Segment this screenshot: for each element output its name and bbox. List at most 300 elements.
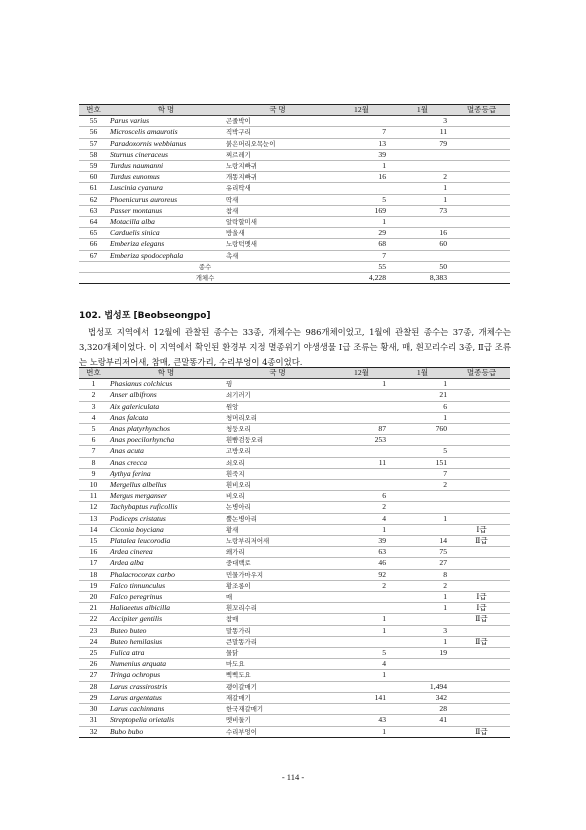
table-row [79, 670, 510, 681]
cell-january [392, 670, 453, 681]
table-row [79, 228, 510, 239]
cell-number: 63 [79, 205, 108, 216]
cell-december: 46 [331, 558, 392, 569]
cell-endangered-grade: Ⅱ급 [453, 636, 510, 647]
table-row [79, 127, 510, 138]
cell-endangered-grade [453, 580, 510, 591]
cell-january [392, 524, 453, 535]
table-row [79, 205, 510, 216]
cell-january [392, 502, 453, 513]
cell-january: 1,494 [392, 681, 453, 692]
cell-korean-name: 비오리 [224, 491, 331, 502]
cell-korean-name: 붉은머리오목눈이 [224, 138, 331, 149]
cell-korean-name: 쇠오리 [224, 457, 331, 468]
cell-number: 4 [79, 412, 108, 423]
summary-december: 4,228 [331, 273, 392, 284]
cell-december: 1 [331, 670, 392, 681]
cell-scientific-name: Phalacrocorax carbo [108, 569, 224, 580]
cell-endangered-grade [453, 547, 510, 558]
cell-january [392, 435, 453, 446]
cell-number: 2 [79, 390, 108, 401]
table-row [79, 614, 510, 625]
cell-scientific-name: Numenius arquata [108, 659, 224, 670]
cell-december [331, 704, 392, 715]
cell-number: 65 [79, 228, 108, 239]
cell-january: 1 [392, 379, 453, 390]
cell-korean-name: 노랑턱멧새 [224, 239, 331, 250]
page-number: - 114 - [281, 772, 305, 782]
cell-december: 4 [331, 659, 392, 670]
cell-january: 760 [392, 424, 453, 435]
cell-december: 5 [331, 194, 392, 205]
cell-number: 8 [79, 457, 108, 468]
cell-january: 14 [392, 536, 453, 547]
table-row [79, 558, 510, 569]
cell-korean-name: 삑삑도요 [224, 670, 331, 681]
cell-january: 6 [392, 401, 453, 412]
cell-december: 6 [331, 491, 392, 502]
cell-january [392, 217, 453, 228]
cell-endangered-grade [453, 239, 510, 250]
table-row [79, 659, 510, 670]
species-table-beobseongpo [79, 367, 510, 738]
cell-number: 24 [79, 636, 108, 647]
cell-number: 57 [79, 138, 108, 149]
table-row [79, 580, 510, 591]
cell-scientific-name: Phoenicurus auroreus [108, 194, 224, 205]
cell-endangered-grade [453, 205, 510, 216]
table-row [79, 194, 510, 205]
cell-number: 59 [79, 161, 108, 172]
section-title: 102. 법성포 [Beobseongpo] [79, 311, 211, 321]
cell-december: 2 [331, 580, 392, 591]
table-row [79, 592, 510, 603]
cell-endangered-grade [453, 648, 510, 659]
cell-korean-name: 황조롱이 [224, 580, 331, 591]
cell-endangered-grade [453, 424, 510, 435]
cell-endangered-grade [453, 513, 510, 524]
cell-scientific-name: Parus varius [108, 116, 224, 127]
cell-scientific-name: Larus cachinnans [108, 704, 224, 715]
cell-number: 11 [79, 491, 108, 502]
cell-number: 10 [79, 480, 108, 491]
cell-december: 63 [331, 547, 392, 558]
cell-endangered-grade [453, 194, 510, 205]
cell-number: 27 [79, 670, 108, 681]
cell-number: 23 [79, 625, 108, 636]
header-scientific-name: 학 명 [108, 105, 224, 116]
header-korean-name: 국 명 [224, 368, 331, 379]
cell-number: 31 [79, 715, 108, 726]
summary-january: 50 [392, 261, 453, 272]
summary-december: 55 [331, 261, 392, 272]
table-row [79, 116, 510, 127]
cell-scientific-name: Fulica atra [108, 648, 224, 659]
table-row [79, 183, 510, 194]
cell-korean-name: 개똥지빠귀 [224, 172, 331, 183]
cell-scientific-name: Ciconia boyciana [108, 524, 224, 535]
cell-january: 5 [392, 446, 453, 457]
cell-scientific-name: Streptopelia orietalis [108, 715, 224, 726]
cell-december: 2 [331, 502, 392, 513]
cell-january: 11 [392, 127, 453, 138]
cell-scientific-name: Motacilla alba [108, 217, 224, 228]
header-january: 1월 [392, 105, 453, 116]
cell-korean-name: 한국재갈매기 [224, 704, 331, 715]
cell-number: 26 [79, 659, 108, 670]
cell-korean-name: 중대백로 [224, 558, 331, 569]
cell-endangered-grade [453, 715, 510, 726]
cell-number: 64 [79, 217, 108, 228]
cell-number: 15 [79, 536, 108, 547]
cell-number: 58 [79, 149, 108, 160]
cell-endangered-grade [453, 468, 510, 479]
cell-number: 20 [79, 592, 108, 603]
cell-december: 169 [331, 205, 392, 216]
cell-january: 1 [392, 513, 453, 524]
cell-number: 22 [79, 614, 108, 625]
table-row [79, 424, 510, 435]
cell-korean-name: 괭이갈매기 [224, 681, 331, 692]
cell-scientific-name: Buteo hemilasius [108, 636, 224, 647]
cell-korean-name: 말똥가리 [224, 625, 331, 636]
cell-scientific-name: Microscelis amaurotis [108, 127, 224, 138]
cell-scientific-name: Haliaeetus albicilla [108, 603, 224, 614]
header-january: 1월 [392, 368, 453, 379]
cell-endangered-grade [453, 659, 510, 670]
cell-endangered-grade: Ⅰ급 [453, 524, 510, 535]
cell-scientific-name: Emberiza spodocephala [108, 250, 224, 261]
cell-endangered-grade [453, 446, 510, 457]
cell-january: 151 [392, 457, 453, 468]
cell-endangered-grade [453, 625, 510, 636]
cell-number: 61 [79, 183, 108, 194]
table-row [79, 491, 510, 502]
cell-january: 2 [392, 480, 453, 491]
cell-number: 28 [79, 681, 108, 692]
cell-january: 27 [392, 558, 453, 569]
cell-korean-name: 직박구리 [224, 127, 331, 138]
cell-scientific-name: Anas acuta [108, 446, 224, 457]
cell-january: 41 [392, 715, 453, 726]
cell-january: 2 [392, 580, 453, 591]
table-row [79, 480, 510, 491]
cell-endangered-grade [453, 558, 510, 569]
cell-korean-name: 흰비오리 [224, 480, 331, 491]
cell-endangered-grade [453, 390, 510, 401]
table-header-row [79, 368, 510, 379]
cell-scientific-name: Anas crecca [108, 457, 224, 468]
cell-endangered-grade [453, 681, 510, 692]
summary-grade [453, 273, 510, 284]
cell-scientific-name: Emberiza elegans [108, 239, 224, 250]
cell-january: 19 [392, 648, 453, 659]
cell-scientific-name: Carduelis sinica [108, 228, 224, 239]
cell-scientific-name: Mergus merganser [108, 491, 224, 502]
cell-january: 7 [392, 468, 453, 479]
cell-december: 68 [331, 239, 392, 250]
table-row [79, 603, 510, 614]
summary-label: 개체수 [79, 273, 331, 284]
cell-january: 28 [392, 704, 453, 715]
cell-endangered-grade: Ⅰ급 [453, 592, 510, 603]
cell-endangered-grade [453, 670, 510, 681]
cell-number: 14 [79, 524, 108, 535]
cell-january: 75 [392, 547, 453, 558]
cell-endangered-grade [453, 217, 510, 228]
cell-korean-name: 민물가마우지 [224, 569, 331, 580]
cell-december: 11 [331, 457, 392, 468]
cell-korean-name: 촉새 [224, 250, 331, 261]
cell-scientific-name: Turdus eunomus [108, 172, 224, 183]
table-row [79, 536, 510, 547]
header-december: 12월 [331, 368, 392, 379]
cell-korean-name: 뿔논병아리 [224, 513, 331, 524]
cell-scientific-name: Anas platyrhynchos [108, 424, 224, 435]
cell-number: 21 [79, 603, 108, 614]
cell-korean-name: 흰뺨검둥오리 [224, 435, 331, 446]
table-row [79, 446, 510, 457]
cell-january: 8 [392, 569, 453, 580]
cell-number: 9 [79, 468, 108, 479]
cell-january: 1 [392, 194, 453, 205]
cell-december: 1 [331, 614, 392, 625]
cell-scientific-name: Tachybaptus ruficollis [108, 502, 224, 513]
table-row [79, 468, 510, 479]
cell-december: 16 [331, 172, 392, 183]
table-row [79, 704, 510, 715]
cell-december [331, 681, 392, 692]
species-table-top [79, 104, 510, 284]
table-row [79, 401, 510, 412]
cell-number: 56 [79, 127, 108, 138]
table-row [79, 138, 510, 149]
cell-december: 1 [331, 217, 392, 228]
cell-endangered-grade [453, 412, 510, 423]
cell-korean-name: 큰말똥가리 [224, 636, 331, 647]
cell-endangered-grade [453, 502, 510, 513]
cell-korean-name: 청머리오리 [224, 412, 331, 423]
cell-scientific-name: Accipiter gentilis [108, 614, 224, 625]
cell-number: 62 [79, 194, 108, 205]
cell-korean-name: 논병아리 [224, 502, 331, 513]
summary-grade [453, 261, 510, 272]
table-header-row [79, 105, 510, 116]
cell-scientific-name: Sturnus cineraceus [108, 149, 224, 160]
cell-december [331, 446, 392, 457]
cell-scientific-name: Passer montanus [108, 205, 224, 216]
table-row [79, 681, 510, 692]
cell-january: 3 [392, 116, 453, 127]
cell-endangered-grade [453, 704, 510, 715]
cell-korean-name: 왜가리 [224, 547, 331, 558]
cell-january: 1 [392, 592, 453, 603]
header-scientific-name: 학 명 [108, 368, 224, 379]
cell-korean-name: 방울새 [224, 228, 331, 239]
header-number: 번호 [79, 368, 108, 379]
cell-korean-name: 참매 [224, 614, 331, 625]
cell-korean-name: 재갈매기 [224, 692, 331, 703]
cell-january: 16 [392, 228, 453, 239]
table-row [79, 239, 510, 250]
cell-number: 30 [79, 704, 108, 715]
cell-scientific-name: Ardea alba [108, 558, 224, 569]
cell-number: 29 [79, 692, 108, 703]
cell-december: 29 [331, 228, 392, 239]
table-row [79, 692, 510, 703]
cell-endangered-grade [453, 116, 510, 127]
cell-number: 16 [79, 547, 108, 558]
cell-december [331, 603, 392, 614]
cell-january [392, 161, 453, 172]
cell-january: 1 [392, 636, 453, 647]
cell-korean-name: 원앙 [224, 401, 331, 412]
cell-endangered-grade: Ⅱ급 [453, 536, 510, 547]
header-december: 12월 [331, 105, 392, 116]
cell-endangered-grade [453, 435, 510, 446]
cell-endangered-grade [453, 491, 510, 502]
cell-endangered-grade: Ⅱ급 [453, 614, 510, 625]
cell-korean-name: 찌르레기 [224, 149, 331, 160]
cell-january [392, 149, 453, 160]
cell-december: 13 [331, 138, 392, 149]
cell-endangered-grade [453, 379, 510, 390]
cell-korean-name: 참새 [224, 205, 331, 216]
cell-january: 2 [392, 172, 453, 183]
cell-january [392, 614, 453, 625]
cell-january: 3 [392, 625, 453, 636]
cell-december [331, 468, 392, 479]
cell-scientific-name: Aix galericulata [108, 401, 224, 412]
cell-january: 79 [392, 138, 453, 149]
cell-endangered-grade [453, 480, 510, 491]
cell-december: 92 [331, 569, 392, 580]
cell-korean-name: 마도요 [224, 659, 331, 670]
table-row [79, 569, 510, 580]
header-korean-name: 국 명 [224, 105, 331, 116]
cell-endangered-grade [453, 228, 510, 239]
cell-korean-name: 딱새 [224, 194, 331, 205]
cell-december [331, 183, 392, 194]
cell-january: 1 [392, 183, 453, 194]
cell-january: 1 [392, 603, 453, 614]
cell-number: 18 [79, 569, 108, 580]
table-row [79, 161, 510, 172]
cell-scientific-name: Bubo bubo [108, 726, 224, 737]
cell-december [331, 401, 392, 412]
cell-korean-name: 청둥오리 [224, 424, 331, 435]
summary-row [79, 261, 510, 272]
cell-scientific-name: Ardea cinerea [108, 547, 224, 558]
cell-scientific-name: Turdus naumanni [108, 161, 224, 172]
table-row [79, 648, 510, 659]
cell-scientific-name: Larus crassirostris [108, 681, 224, 692]
cell-december [331, 592, 392, 603]
cell-december: 141 [331, 692, 392, 703]
cell-korean-name: 물닭 [224, 648, 331, 659]
summary-january: 8,383 [392, 273, 453, 284]
cell-january [392, 726, 453, 737]
table-row [79, 457, 510, 468]
cell-december: 1 [331, 625, 392, 636]
cell-january: 21 [392, 390, 453, 401]
table-row [79, 502, 510, 513]
cell-december [331, 116, 392, 127]
cell-number: 55 [79, 116, 108, 127]
header-number: 번호 [79, 105, 108, 116]
cell-korean-name: 수리부엉이 [224, 726, 331, 737]
cell-endangered-grade [453, 401, 510, 412]
cell-december [331, 636, 392, 647]
cell-january [392, 250, 453, 261]
cell-endangered-grade [453, 161, 510, 172]
cell-january [392, 659, 453, 670]
table-row [79, 435, 510, 446]
table-row [79, 513, 510, 524]
cell-korean-name: 매 [224, 592, 331, 603]
cell-korean-name: 노랑지빠귀 [224, 161, 331, 172]
cell-number: 60 [79, 172, 108, 183]
cell-endangered-grade [453, 692, 510, 703]
cell-december [331, 480, 392, 491]
cell-scientific-name: Anser albifrons [108, 390, 224, 401]
cell-scientific-name: Anas poecilorhyncha [108, 435, 224, 446]
cell-number: 67 [79, 250, 108, 261]
cell-january [392, 491, 453, 502]
cell-number: 1 [79, 379, 108, 390]
section-paragraph: 법성포 지역에서 12월에 관찰된 종수는 33종, 개체수는 986개체이었고, 1월에 관찰된 종수는 37종, 개체수는 3,320개체이었다. 이 지역에서 확인된 환경부 지정 멸종위기 야생생물 Ⅰ급 조류는 황새, 매, 흰꼬리수리 3종, Ⅱ급 조류는 노랑부리저어새, 참매, 큰말똥가리, 수리부엉이 4종이었다. [79, 327, 511, 367]
cell-korean-name: 흰꼬리수리 [224, 603, 331, 614]
cell-scientific-name: Buteo buteo [108, 625, 224, 636]
header-endangered-grade: 멸종등급 [453, 368, 510, 379]
cell-endangered-grade: Ⅰ급 [453, 603, 510, 614]
cell-endangered-grade [453, 457, 510, 468]
cell-endangered-grade [453, 149, 510, 160]
summary-label: 종수 [79, 261, 331, 272]
cell-december: 1 [331, 379, 392, 390]
table-row [79, 715, 510, 726]
cell-december: 7 [331, 250, 392, 261]
cell-scientific-name: Aythya ferina [108, 468, 224, 479]
cell-scientific-name: Falco tinnunculus [108, 580, 224, 591]
cell-december: 87 [331, 424, 392, 435]
cell-scientific-name: Larus argentatus [108, 692, 224, 703]
cell-scientific-name: Falco peregrinus [108, 592, 224, 603]
cell-scientific-name: Phasianus colchicus [108, 379, 224, 390]
cell-number: 66 [79, 239, 108, 250]
cell-korean-name: 쇠기러기 [224, 390, 331, 401]
table-row [79, 625, 510, 636]
cell-number: 6 [79, 435, 108, 446]
cell-endangered-grade [453, 172, 510, 183]
cell-endangered-grade [453, 250, 510, 261]
cell-scientific-name: Platalea leucorodia [108, 536, 224, 547]
cell-number: 5 [79, 424, 108, 435]
cell-korean-name: 멧비둘기 [224, 715, 331, 726]
cell-korean-name: 알락할미새 [224, 217, 331, 228]
table-row [79, 172, 510, 183]
cell-january: 1 [392, 412, 453, 423]
cell-korean-name: 흰죽지 [224, 468, 331, 479]
cell-number: 25 [79, 648, 108, 659]
cell-number: 17 [79, 558, 108, 569]
cell-endangered-grade [453, 127, 510, 138]
cell-number: 19 [79, 580, 108, 591]
cell-number: 7 [79, 446, 108, 457]
cell-scientific-name: Podiceps cristatus [108, 513, 224, 524]
summary-row [79, 273, 510, 284]
cell-scientific-name: Luscinia cyanura [108, 183, 224, 194]
